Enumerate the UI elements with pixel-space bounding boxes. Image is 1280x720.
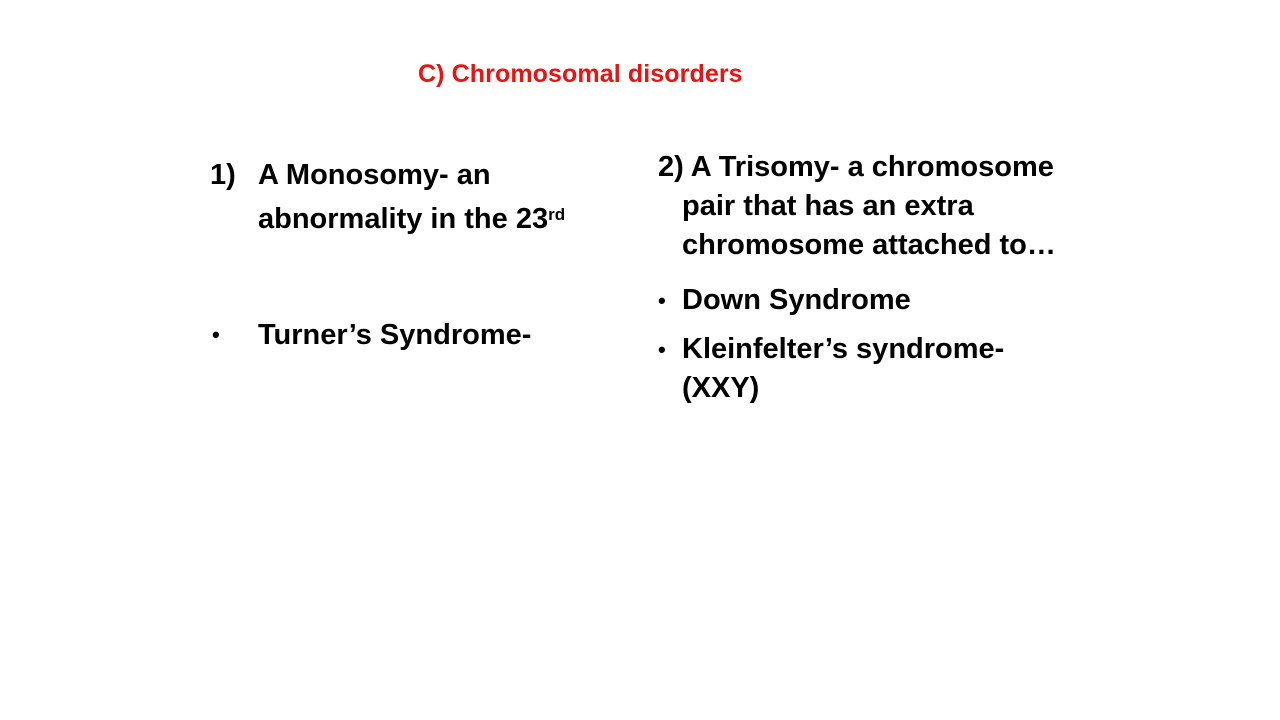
kleinfelter-text: Kleinfelter’s syndrome- (XXY) [682,333,1005,404]
bullet-icon: • [212,322,220,347]
monosomy-item [210,153,630,241]
left-column [210,153,630,357]
turners-text: Turner’s Syndrome- [258,319,532,351]
bullet-icon: • [658,288,666,313]
monosomy-text: A Monosomy- an abnormality in the 23 [258,159,549,235]
turners-bullet [210,313,630,357]
ordinal-suffix: rd [548,205,566,224]
kleinfelter-bullet [658,330,1058,408]
right-column [658,148,1058,408]
slide-title: C) Chromosomal disorders [418,60,743,88]
bullet-icon: • [658,337,666,362]
trisomy-heading: 2) A Trisomy- a chromosome pair that has an extra chromosome attached to… [658,151,1056,261]
down-syndrome-bullet [658,281,1058,320]
item-number: 1) [210,159,236,191]
down-syndrome-text: Down Syndrome [682,284,911,316]
